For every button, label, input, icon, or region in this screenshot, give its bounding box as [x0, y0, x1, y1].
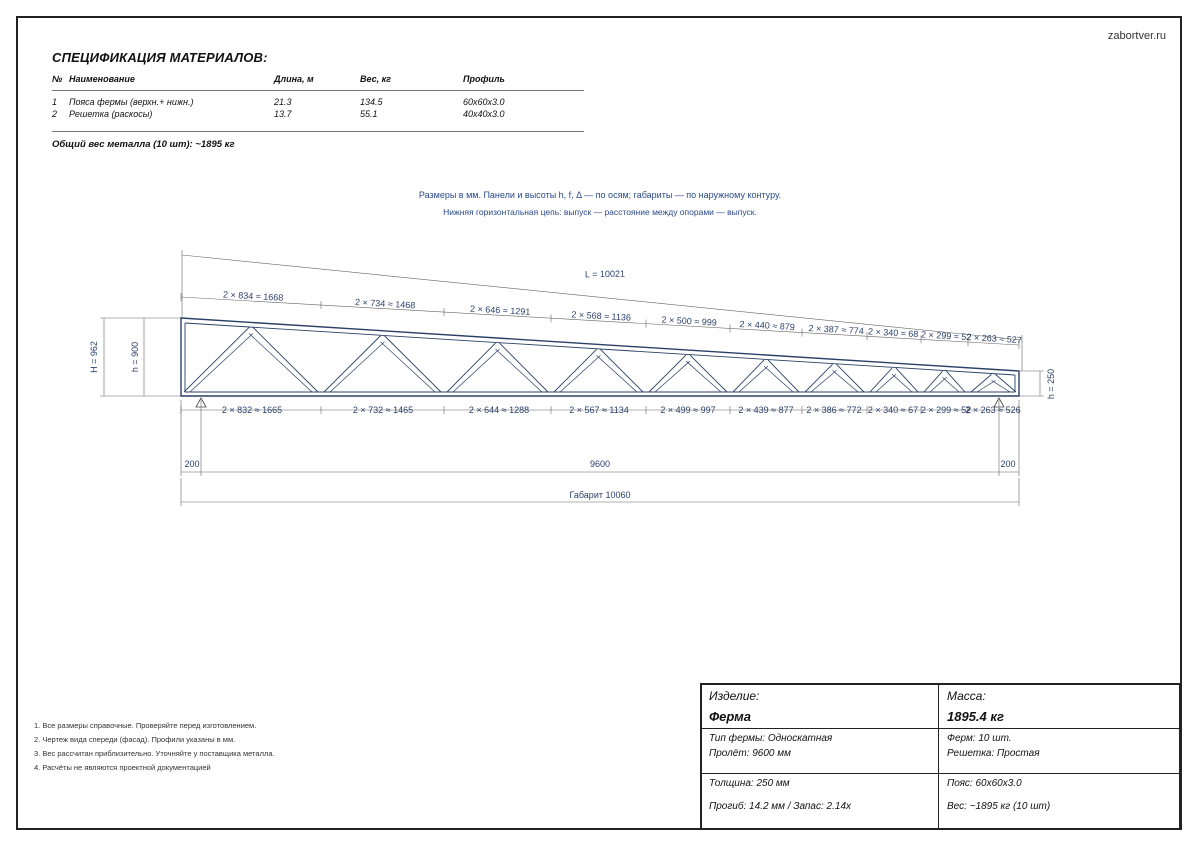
footnote-1: 1. Все размеры справочные. Проверяйте перед изготовлением.	[34, 721, 257, 730]
spec-cell: 134.5	[360, 97, 383, 107]
spec-cell: Решетка (раскосы)	[69, 108, 274, 132]
note-line-1: Размеры в мм. Панели и высоты h, f, Δ — по осям; габариты — по наружному контуру.	[418, 190, 782, 200]
bottom-dim-3: 2 × 644 ≈ 1288	[468, 405, 530, 415]
diagonal	[601, 349, 644, 392]
overhang-right-label: 200	[1000, 459, 1016, 469]
bottom-dim-5: 2 × 499 ≈ 997	[660, 405, 716, 415]
spec-cell: 40x40x3.0	[463, 108, 584, 132]
truss-type: Тип фермы: Односкатная	[709, 733, 833, 744]
dimension-lines	[100, 250, 1044, 506]
diagonal	[324, 336, 381, 392]
diagonal	[330, 342, 385, 392]
diagonal	[739, 366, 768, 392]
diagonal	[805, 364, 833, 392]
gabarit-label: Габарит 10060	[569, 490, 631, 500]
diagonal	[764, 366, 793, 392]
bottom-dim-6: 2 × 439 ≈ 877	[738, 405, 794, 415]
spec-header-num: №	[52, 70, 69, 91]
thickness: Толщина: 250 мм	[709, 778, 790, 789]
overhang-left-label: 200	[184, 459, 200, 469]
footnote-3: 3. Вес рассчитан приблизительно. Уточняйте у поставщика металла.	[34, 749, 275, 758]
diagonal	[560, 355, 601, 392]
diagonal	[500, 343, 549, 392]
footnote-4: 4. Расчёты не являются проектной документацией	[34, 763, 211, 772]
bottom-dim-2: 2 × 732 ≈ 1465	[352, 405, 414, 415]
diagonal	[381, 342, 436, 392]
top-dim-7: 2 × 387 ≈ 774	[808, 322, 865, 337]
top-dim-6: 2 × 440 ≈ 879	[739, 319, 796, 333]
bottom-dim-1: 2 × 832 ≈ 1665	[221, 405, 283, 415]
diagonal	[597, 355, 638, 392]
diagonal	[876, 374, 896, 392]
height-right-label: h = 250	[1046, 368, 1056, 400]
bottom-dim-8: 2 × 340 ≈ 67	[867, 405, 919, 415]
spec-header-weight: Вес, кг	[360, 70, 463, 91]
diagonal	[870, 368, 892, 392]
spec-cell: 21.3	[274, 97, 292, 107]
top-dim-8: 2 × 340 ≈ 68	[867, 326, 919, 340]
spec-cell: 2	[52, 108, 69, 132]
diagonal	[253, 327, 318, 392]
diagonal	[896, 368, 918, 392]
title-block-divider	[702, 728, 1179, 729]
title-block-divider	[938, 685, 939, 828]
chord-profile: Пояс: 60x60x3.0	[947, 778, 1022, 789]
diagonal	[447, 343, 496, 392]
top-dim-1: 2 × 834 ≈ 1668	[222, 289, 284, 303]
top-dim-9: 2 × 299 ≈ 52	[920, 329, 972, 343]
note-line-2: Нижняя горизонтальная цепь: выпуск — расстояние между опорами — выпуск.	[443, 207, 757, 217]
spec-header-length: Длина, м	[274, 70, 360, 91]
spec-total: Общий вес металла (10 шт): ~1895 кг	[52, 139, 235, 150]
diagonal	[690, 355, 727, 392]
diagonal	[249, 333, 312, 392]
mass-value: 1895.4 кг	[947, 709, 1004, 724]
truss-span: Пролёт: 9600 мм	[709, 748, 791, 759]
site-name: zabortver.ru	[1107, 30, 1166, 42]
overall-length-label: L = 10021	[584, 268, 626, 280]
deflection: Прогиб: 14.2 мм / Запас: 2.14x	[709, 801, 852, 812]
spec-header-profile: Профиль	[463, 70, 584, 91]
spec-cell: 55.1	[360, 108, 463, 132]
top-dim-2: 2 × 734 ≈ 1468	[354, 297, 416, 311]
lattice-type: Решетка: Простая	[947, 748, 1040, 759]
bottom-dim-4: 2 × 567 ≈ 1134	[569, 405, 629, 415]
diagonal	[554, 349, 597, 392]
diagonal	[943, 377, 960, 392]
diagonal	[768, 360, 799, 392]
footnote-2: 2. Чертеж вида спереди (фасад). Профили указаны в мм.	[34, 735, 236, 744]
height-inner-label: h = 900	[130, 341, 140, 373]
diagonal	[892, 374, 912, 392]
height-outer-label: H = 962	[89, 341, 99, 373]
diagonal	[686, 361, 721, 392]
diagonal	[496, 349, 543, 392]
diagonal	[977, 380, 996, 392]
title-block	[700, 683, 1181, 830]
diagonal	[649, 355, 686, 392]
diagonal	[733, 360, 764, 392]
diagonal	[655, 361, 690, 392]
diagonal	[992, 380, 1011, 392]
footnotes	[34, 719, 275, 775]
diagonal	[184, 327, 249, 392]
bottom-dim-9: 2 × 299 ≈ 52	[920, 405, 972, 415]
spec-cell: 13.7	[274, 108, 360, 132]
top-dim-4: 2 × 568 ≈ 1136	[571, 309, 632, 323]
diagonal	[453, 349, 500, 392]
truss-count: Ферм: 10 шт.	[947, 733, 1012, 744]
item-label: Изделие:	[709, 689, 760, 703]
bottom-dim-10: 2 × 263 ≈ 526	[965, 405, 1021, 415]
top-dim-10: 2 × 263 ≈ 527	[966, 332, 1023, 346]
support-span-label: 9600	[589, 459, 611, 469]
diagonal	[190, 333, 253, 392]
diagonal	[837, 364, 865, 392]
top-dim-5: 2 × 500 ≈ 999	[661, 314, 718, 328]
title-block-divider	[702, 773, 1179, 774]
top-dimensions	[223, 289, 1022, 345]
top-dim-3: 2 × 646 ≈ 1291	[469, 303, 531, 317]
mass-label: Масса:	[947, 689, 986, 703]
spec-cell: Пояса фермы (верхн.+ нижн.)	[69, 97, 194, 107]
bottom-dim-7: 2 × 386 ≈ 772	[806, 405, 862, 415]
total-weight: Вес: ~1895 кг (10 шт)	[947, 801, 1051, 812]
item-value: Ферма	[709, 709, 751, 724]
spec-header-name: Наименование	[69, 70, 274, 91]
spec-title: СПЕЦИФИКАЦИЯ МАТЕРИАЛОВ:	[52, 50, 268, 65]
diagonal	[385, 336, 442, 392]
spec-cell: 60x60x3.0	[463, 97, 505, 107]
diagonal	[930, 377, 947, 392]
spec-cell: 1	[52, 97, 58, 107]
